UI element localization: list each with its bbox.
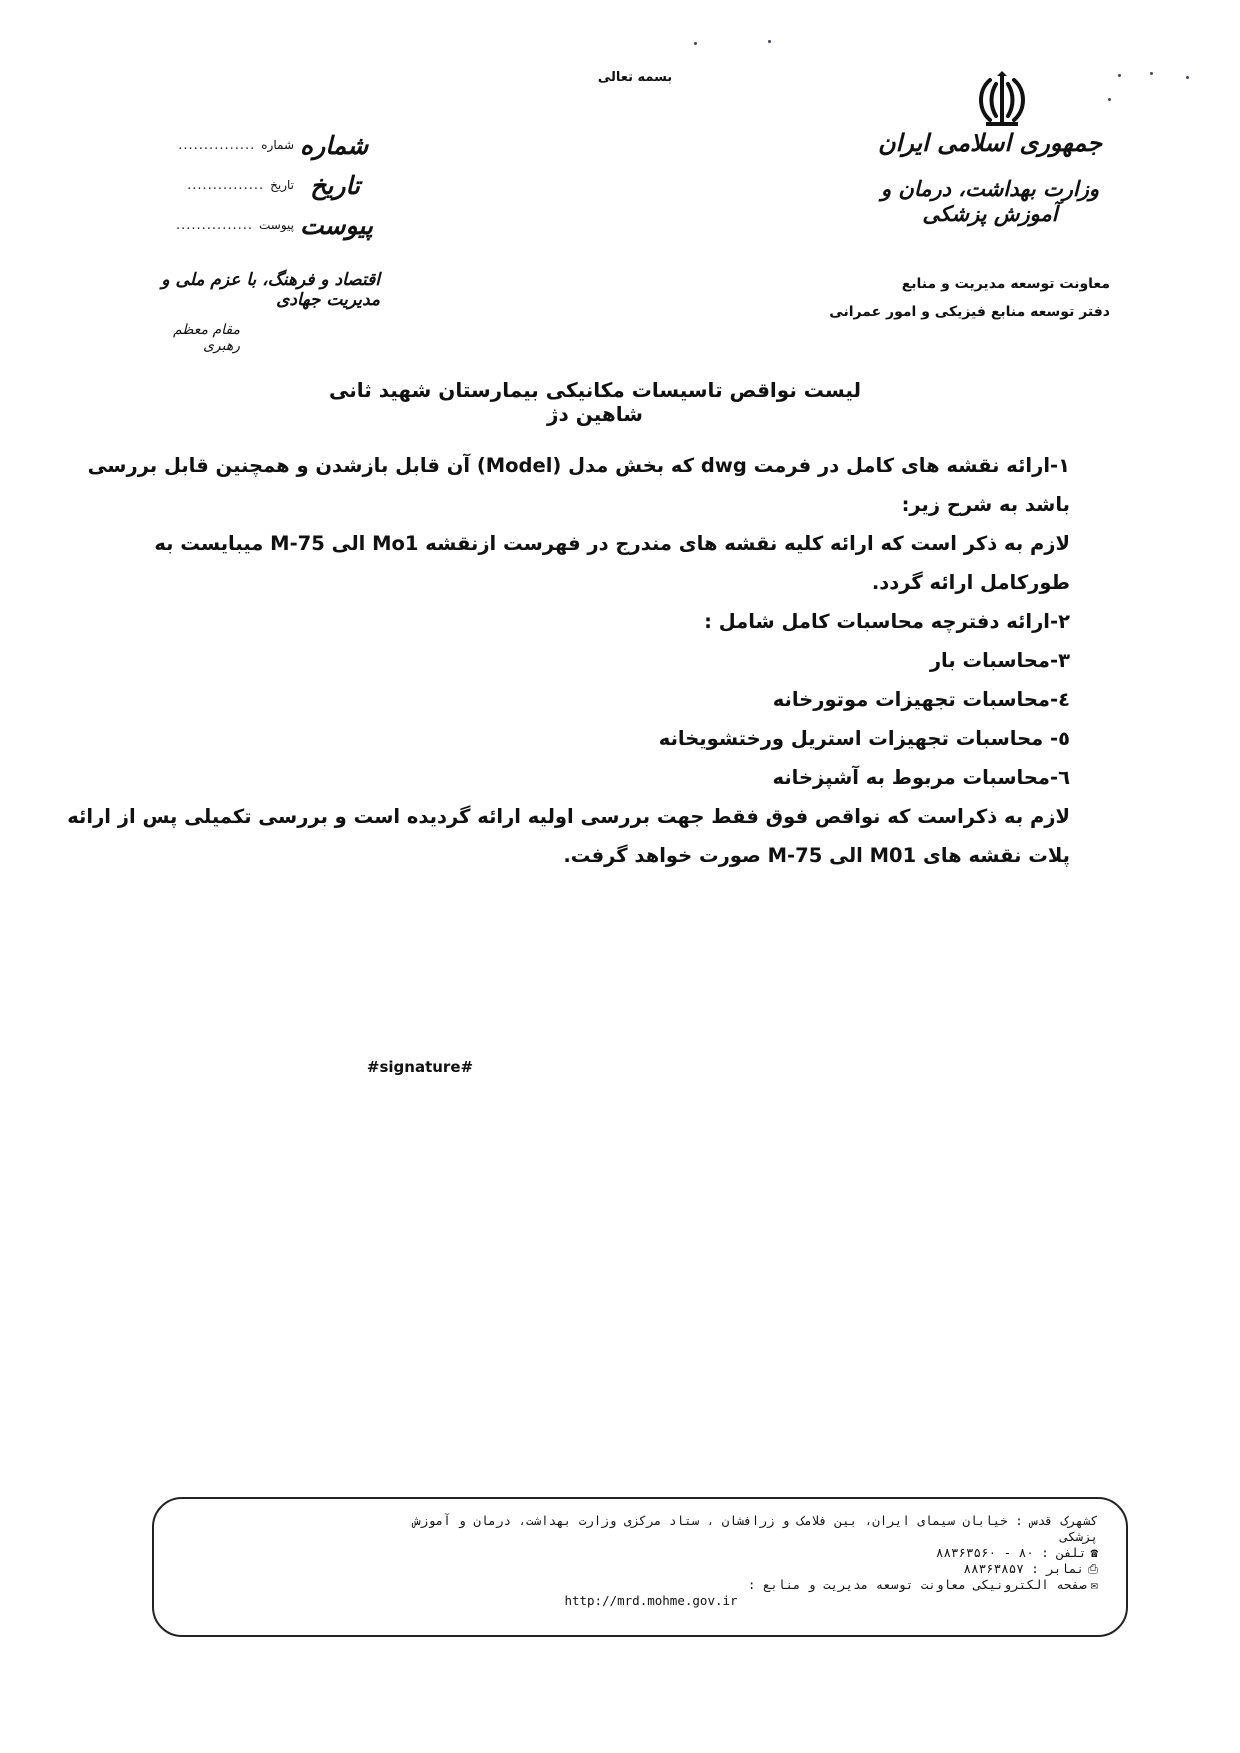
ministry-name: وزارت بهداشت، درمان و آموزش پزشکی: [880, 176, 1100, 226]
web-text: صفحه الکترونیکی معاونت توسعه مدیریت و منابع :: [747, 1577, 1087, 1592]
letter-attachment-row: [150, 208, 373, 242]
body-line: لازم به ذکراست که نواقص فوق فقط جهت بررسی اولیه ارائه گردیده است و بررسی تکمیلی پس از ارائه: [67, 805, 1070, 828]
letter-body: [67, 446, 1070, 875]
deputy-name: معاونت توسعه مدیریت و منابع: [901, 276, 1110, 292]
letter-date-row: [150, 168, 360, 202]
footer-web: [204, 1577, 1098, 1593]
republic-name: جمهوری اسلامی ایران: [877, 128, 1103, 157]
scan-speck: [768, 40, 771, 43]
document-title: لیست نواقص تاسیسات مکانیکی بیمارستان شهید ثانی شاهین دژ: [328, 378, 861, 426]
number-small-label: شماره: [261, 138, 294, 152]
body-line: ٥- محاسبات تجهیزات استریل ورختشویخانه: [658, 727, 1070, 750]
footer-address-cont: پزشکی: [1060, 1529, 1098, 1544]
footer-address: کشهرک قدس : خیابان سیمای ایران، بین فلامک و زرافشان ، ستاد مرکزی وزارت بهداشت، درمان و آموزش: [413, 1513, 1098, 1528]
date-label: تاریخ: [310, 170, 360, 200]
bismillah: بسمه تعالی: [597, 70, 673, 85]
phone-text: تلفن : ۸۰ - ۸۸۳۶۳۵۶۰: [935, 1545, 1087, 1560]
footer-fax: [204, 1561, 1098, 1577]
body-line: پلات نقشه های M01 الی M-75 صورت خواهد گرفت.: [563, 844, 1070, 867]
footer-url[interactable]: http://mrd.mohme.gov.ir: [564, 1593, 738, 1608]
body-line: ٤-محاسبات تجهیزات موتورخانه: [772, 688, 1070, 711]
attachment-label: پیوست: [300, 210, 373, 240]
date-small-label: تاریخ: [270, 178, 294, 192]
signature-placeholder: #signature#: [366, 1058, 474, 1076]
footer-phone: [204, 1545, 1098, 1561]
body-line: لازم به ذکر است که ارائه کلیه نقشه های مندرج در فهرست ازنقشه Mo1 الی M-75 میبایست به: [154, 532, 1070, 555]
scan-speck: [694, 42, 697, 45]
letter-number-row: [150, 128, 369, 162]
office-name: دفتر توسعه منابع فیزیکی و امور عمرانی: [829, 304, 1110, 320]
fax-icon: ⎙: [1087, 1561, 1098, 1576]
iran-emblem-icon: [972, 70, 1032, 130]
date-value: ...............: [187, 177, 265, 193]
envelope-icon: ✉: [1090, 1577, 1098, 1592]
year-slogan: اقتصاد و فرهنگ، با عزم ملی و مدیریت جهادی: [161, 270, 380, 310]
scan-speck: [1186, 76, 1189, 79]
body-line: ٦-محاسبات مربوط به آشپزخانه: [772, 766, 1070, 789]
body-line: ۱-ارائه نقشه های کامل در فرمت dwg که بخش مدل (Model) آن قابل بازشدن و همچنین قابل بررسی: [87, 454, 1070, 477]
attachment-small-label: پیوست: [259, 218, 294, 232]
scan-speck: [1150, 72, 1153, 75]
scan-speck: [1108, 98, 1111, 101]
body-line: ۲-ارائه دفترچه محاسبات کامل شامل :: [704, 610, 1070, 633]
number-value: ...............: [178, 137, 256, 153]
slogan-source: مقام معظم رهبری: [172, 322, 240, 354]
scan-speck: [1118, 74, 1121, 77]
attachment-value: ...............: [176, 217, 253, 233]
phone-icon: ☎: [1090, 1545, 1098, 1560]
footer-address-box: [152, 1497, 1128, 1637]
number-label: شماره: [300, 130, 369, 160]
body-line: ۳-محاسبات بار: [929, 649, 1070, 672]
fax-text: نمابر : ۸۸۳۶۳۸۵۷: [963, 1561, 1084, 1576]
body-line: باشد به شرح زیر:: [901, 493, 1070, 516]
body-line: طورکامل ارائه گردد.: [871, 571, 1070, 594]
